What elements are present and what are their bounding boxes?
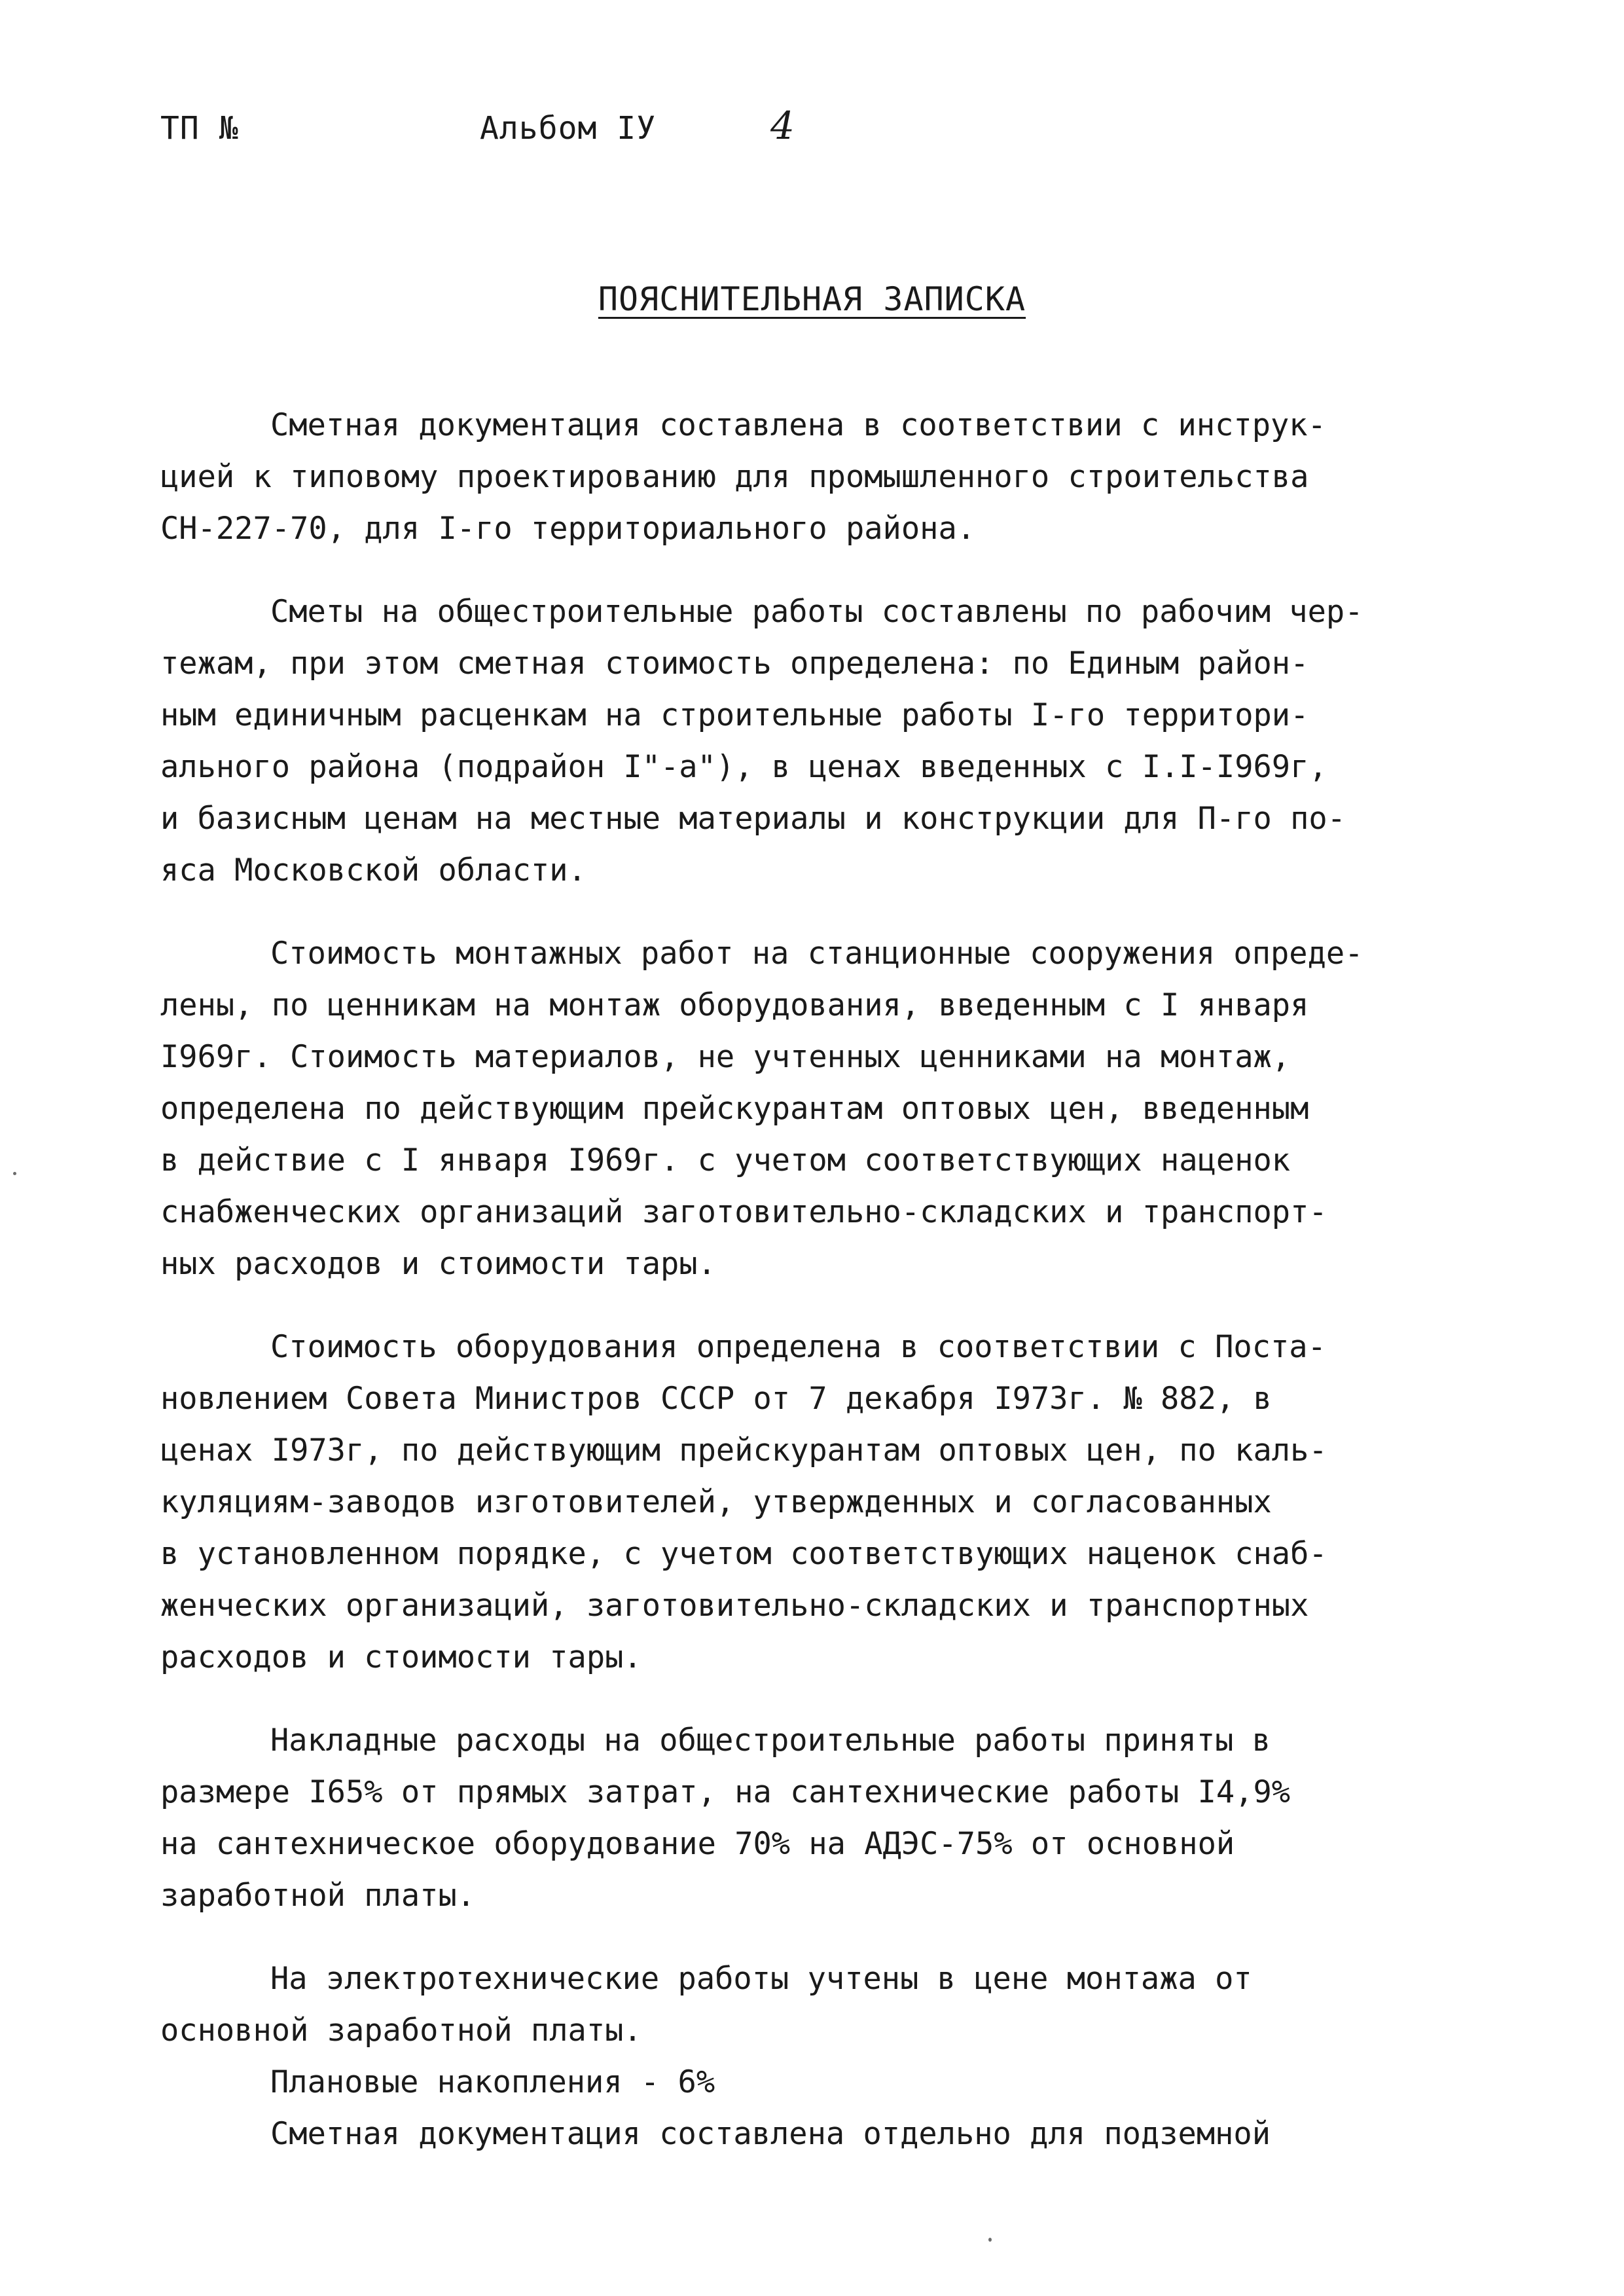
text-line: женческих организаций, заготовительно-складских и транспортных [160,1588,1309,1624]
text-line: новлением Совета Министров СССР от 7 декабря I973г. № 882, в [160,1381,1272,1417]
text-line: в действие с I января I969г. с учетом соответствующих наценок [160,1142,1291,1178]
text-line: ных расходов и стоимости тары. [160,1246,716,1282]
document-body [160,399,1470,2160]
text-line: Стоимость монтажных работ на станционные сооружения опреде- [270,936,1363,972]
text-line: Сметная документация составлена в соответствии с инструк- [270,407,1326,443]
text-line: Накладные расходы на общестроительные работы приняты в [270,1722,1271,1758]
document-title [0,280,1624,318]
paragraph [160,2056,1470,2108]
document-title-text: ПОЯСНИТЕЛЬНАЯ ЗАПИСКА [598,280,1026,318]
text-line: Сметная документация составлена отдельно для подземной [270,2116,1271,2152]
text-line: ным единичным расценкам на строительные работы I-го территори- [160,697,1309,733]
text-line: куляциям-заводов изготовителей, утвержденных и согласованных [160,1484,1272,1520]
text-line: заработной платы. [160,1878,476,1914]
text-line: ценах I973г, по действующим прейскурантам оптовых цен, по каль- [160,1432,1327,1468]
scan-speck [988,2238,992,2242]
text-line: СН-227-70, для I-го территориального района. [160,511,976,547]
paragraph [160,586,1470,896]
text-line: расходов и стоимости тары. [160,1639,642,1675]
header-tp-number: ТП № [160,110,239,147]
text-line: лены, по ценникам на монтаж оборудования, введенным с I января [160,987,1309,1023]
text-line: яса Московской области. [160,852,586,888]
header-album: Альбом IУ [480,110,657,147]
paragraph [160,928,1470,1290]
text-line: тежам, при этом сметная стоимость определена: по Единым район- [160,646,1309,682]
paragraph [160,1321,1470,1683]
text-line: в установленном порядке, с учетом соответствующих наценок снаб- [160,1536,1327,1572]
text-line: основной заработной платы. [160,2013,642,2049]
text-line: размере I65% от прямых затрат, на сантехнические работы I4,9% [160,1774,1291,1810]
text-line: цией к типовому проектированию для промышленного строительства [160,459,1309,495]
scan-speck [13,1172,16,1175]
text-line: На электротехнические работы учтены в цене монтажа от [270,1961,1252,1997]
text-line: снабженческих организаций заготовительно-складских и транспорт- [160,1194,1327,1230]
text-line: определена по действующим прейскурантам оптовых цен, введенным [160,1091,1309,1127]
text-line: Плановые накопления - 6% [270,2064,715,2100]
paragraph [160,1953,1470,2056]
text-line: Стоимость оборудования определена в соответствии с Поста- [270,1329,1326,1365]
text-line: I969г. Стоимость материалов, не учтенных ценниками на монтаж, [160,1039,1291,1075]
handwritten-page-number: 4 [770,103,795,148]
text-line: на сантехническое оборудование 70% на АДЭС-75% от основной [160,1826,1235,1862]
text-line: и базисным ценам на местные материалы и конструкции для П-го по- [160,801,1346,837]
paragraph [160,2108,1470,2160]
text-line: Сметы на общестроительные работы составлены по рабочим чер- [270,594,1363,630]
text-line: ального района (подрайон I"-а"), в ценах введенных с I.I-I969г, [160,749,1327,785]
paragraph [160,399,1470,555]
paragraph [160,1715,1470,1922]
